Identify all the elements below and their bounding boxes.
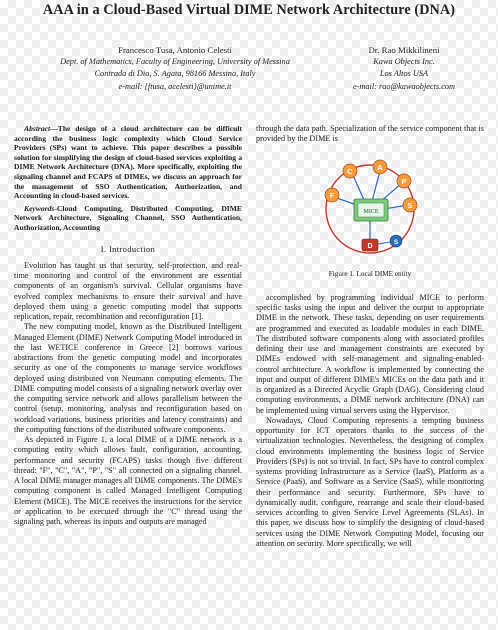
svg-text:F: F xyxy=(329,190,335,200)
mice-label: MICE xyxy=(363,208,379,215)
affiliation-right-2: Los Altos USA xyxy=(379,69,429,79)
fcaps-node-p xyxy=(397,174,411,188)
keywords-lead: Keywords xyxy=(24,203,55,213)
paper-title: AAA in a Cloud-Based Virtual DIME Network Architecture (DNA) xyxy=(42,2,456,18)
fcaps-node-s xyxy=(403,198,417,212)
mice-node xyxy=(354,199,388,221)
svg-text:C: C xyxy=(347,166,353,176)
abstract xyxy=(14,124,242,201)
author-block-left xyxy=(20,44,330,93)
fcaps-node-a xyxy=(373,160,387,174)
svg-text:S: S xyxy=(393,238,399,246)
section-heading-introduction: I. Introduction xyxy=(100,244,156,254)
keywords xyxy=(14,204,242,233)
affiliation-right-1: Kawa Objects Inc. xyxy=(373,57,435,67)
svg-text:A: A xyxy=(377,162,383,172)
figure-caption: Figure 1. Local DIME entity xyxy=(328,269,412,278)
svg-text:S: S xyxy=(407,200,413,210)
keywords-text: -Cloud Computing, Distributed Computing, DIME Network Architecture, Signaling Channel, SSO Authentication, Authorization, Accounting xyxy=(14,203,242,232)
fcaps-node-c xyxy=(343,164,357,178)
email-left: e-mail: {ftusa, acelesti}@unime.it xyxy=(118,81,232,91)
svg-text:P: P xyxy=(401,176,407,186)
signal-link xyxy=(378,242,390,244)
author-block-right xyxy=(320,44,488,93)
abstract-lead: Abstract xyxy=(24,124,51,133)
left-paragraph-3: As depicted in Figure 1, a local DIME of a DIME network is a computing entity which allows fault, configuration, accounting, performance and security (FCAPS) tasks though five different thread: "F", "C", "A", "P", "S" all connected on a signaling channel. A local DIME manager manages all DIME components. The DIME's computing component is called Managed Intelligent Computing Element (MICE). The MICE receives the instructions for the service or application to be executed through the "C" thread using the signaling path, whereas its inputs and outputs are managed xyxy=(14,435,242,527)
figure-local-dime xyxy=(256,147,484,265)
right-column xyxy=(256,124,484,549)
email-right: e-mail: rao@kawaobjects.com xyxy=(352,81,456,91)
left-column xyxy=(14,124,242,527)
signal-node xyxy=(390,235,402,247)
left-paragraph-2: The new computing model, known as the Distributed Intelligent Managed Element (DIME) Network Computing Model introduced in the last WETICE conference in Greece [2] borrows various abstractions from the genetic computing model and incorporates security as one of the components to manage service workflows deployed using distributed von Neumann computing elements. The DIME computing model consists of a signaling network overlay over the computing service network and allows parallelism between the control (setup, monitoring, analysis and reconfiguration based on workload variations, business priorities and latency constraints) and the computing functions of the distributed software components. xyxy=(14,322,242,434)
svg-text:D: D xyxy=(367,242,373,250)
dime-manager-node xyxy=(362,239,378,251)
dime-diagram xyxy=(256,147,484,265)
abstract-text: —The design of a cloud architecture can be difficult according the business logic complexity which Cloud Service Providers (SPs) want to achieve. This paper describes a possible solution for simplifying the design of cloud-based services exploiting a DIME Network Architecture (DNA). More specifically, exploiting the signaling channel and FCAPS of DIMEs, we discuss an approach for the management of SSO Authentication, Authorization, and Accounting in cloud-based services. xyxy=(14,124,242,201)
right-paragraph-2: Nowadays, Cloud Computing represents a tempting business opportunity for ICT operators thanks to the success of the virtualization technologies. Nevertheless, the designing of complex cloud environments implementing the business logic of Service Providers (SPs) is not so trivial. In fact, SPs have to control complex systems providing Infrastructure as a Service (IaaS), Platform as a Service (PaaS), and Software as a Service (SaaS), while monitoring their performance and security. Furthermore, SPs have to dynamically audit, configure, rearrange and scale their cloud-based services according to given Service Level Agreements (SLAs). In this paper, we discuss how to simplify the designing of cloud-based services using the DIME Network Computing Model, focusing our attention on security. More specifically, we will xyxy=(256,415,484,548)
author-names-left: Francesco Tusa, Antonio Celesti xyxy=(118,45,232,55)
fcaps-node-f xyxy=(325,188,339,202)
right-top-paragraph: through the data path. Specialization of the service component that is provided by the DIME is xyxy=(256,124,484,144)
affiliation-left-1: Dept. of Mathematics, Faculty of Engineering, University of Messina xyxy=(60,57,290,67)
left-paragraph-1: Evolution has taught us that security, self-protection, and real-time monitoring and control of the environment are essential components of an organism's survival. Cellular organisms have evolved complex mechanisms to ensure their survival and have deployed them using a genetic computing model that supports replication, repair, recombination and reconfiguration [1]. xyxy=(14,260,242,322)
affiliation-left-2: Contrada di Dio, S. Agata, 98166 Messina, Italy xyxy=(94,69,256,79)
right-paragraph-1: accomplished by programming individual MICE to perform specific tasks using the input and deliver the output to appropriate DIME in the network. These tasks, depending on user requirements are programmed and executed as loadable modules in each DIME. The distributed software components along with associated profiles defining their use and management constraints are executed by DIMEs endowed with self-management and signaling-enabled-control architecture. A workflow is implemented by connecting the input and output of different DIME's MICEs on the data path and it is organized as a Directed Acyclic Graph (DAG). Considering cloud computing environments, a DIME network architecture (DNA) can be implemented using virtual servers using the Hypervisor. xyxy=(256,292,484,415)
author-names-right: Dr. Rao Mikkilineni xyxy=(368,45,440,55)
